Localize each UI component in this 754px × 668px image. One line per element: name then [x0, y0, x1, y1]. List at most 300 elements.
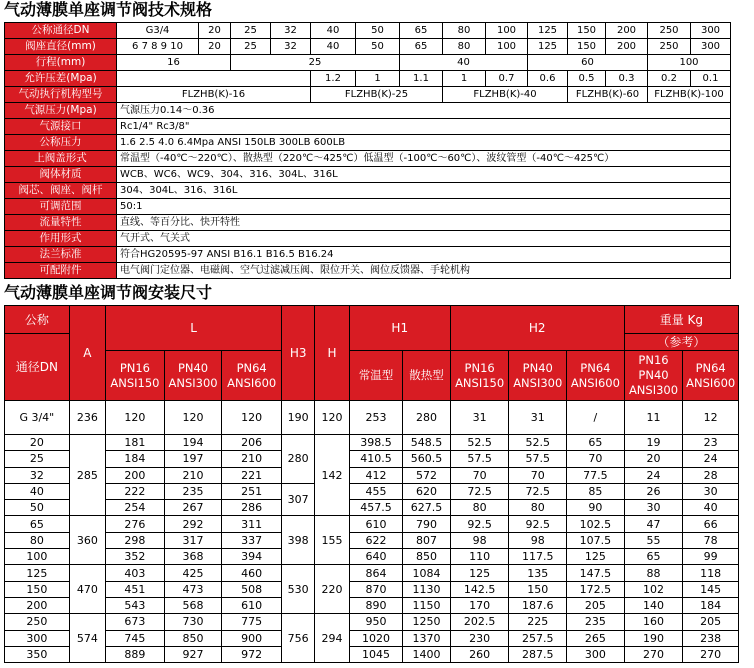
header-weight-col — [624, 351, 683, 401]
cell-l3: 251 — [222, 483, 282, 499]
spec-value: 25 — [231, 23, 271, 39]
header-line: ANSI300 — [168, 375, 218, 390]
cell-l2: 317 — [164, 532, 222, 548]
cell-h2c: 107.5 — [567, 532, 625, 548]
spec-row-nominal — [5, 23, 731, 39]
spec-label: 行程(mm) — [5, 55, 117, 71]
cell-l1: 745 — [106, 630, 165, 646]
cell-w2: 40 — [683, 500, 739, 516]
spec-value: 25 — [231, 39, 271, 55]
cell-h1b: 1370 — [403, 630, 451, 646]
header-line: PN64 — [580, 360, 611, 375]
spec-value — [117, 71, 311, 87]
cell-h2a: 142.5 — [450, 581, 509, 597]
cell-h3: 756 — [281, 614, 314, 663]
header-line: PN16 — [119, 360, 150, 375]
header-h2-col — [509, 351, 567, 401]
spec-value: 25 — [231, 55, 400, 71]
header-h: H — [315, 306, 349, 401]
cell-w1: 190 — [624, 630, 683, 646]
spec-label: 可配附件 — [5, 263, 117, 279]
cell-h2a: 52.5 — [450, 435, 509, 451]
cell-l3: 120 — [222, 401, 282, 435]
cell-l3: 460 — [222, 565, 282, 581]
cell-h2a: 31 — [450, 401, 509, 435]
cell-w2: 205 — [683, 614, 739, 630]
cell-a: 360 — [69, 516, 105, 565]
cell-l2: 368 — [164, 549, 222, 565]
cell-l2: 425 — [164, 565, 222, 581]
spec-value: 40 — [311, 23, 356, 39]
cell-w2: 270 — [683, 646, 739, 662]
cell-w2: 184 — [683, 597, 739, 613]
cell-w2: 118 — [683, 565, 739, 581]
spec-label: 气动执行机构型号 — [5, 87, 117, 103]
cell-w2: 66 — [683, 516, 739, 532]
cell-h2c: 147.5 — [567, 565, 625, 581]
spec-value: 200 — [606, 39, 648, 55]
cell-h1a: 864 — [349, 565, 403, 581]
install-title: 气动薄膜单座调节阀安装尺寸 — [4, 283, 213, 302]
spec-value: 0.7 — [486, 71, 528, 87]
spec-value: 100 — [486, 23, 528, 39]
cell-h1b: 1150 — [403, 597, 451, 613]
header-h1-col: 散热型 — [403, 351, 451, 401]
cell-h3: 280 — [281, 435, 314, 484]
cell-h2b: 92.5 — [509, 516, 567, 532]
header-l-col — [222, 351, 282, 401]
header-weight-ref: （参考） — [624, 334, 738, 351]
cell-h1a: 1020 — [349, 630, 403, 646]
cell-h2c: 265 — [567, 630, 625, 646]
spec-label: 公称压力 — [5, 135, 117, 151]
header-nominal-dn: 通径DN — [5, 334, 70, 401]
cell-h2b: 187.6 — [509, 597, 567, 613]
spec-row-accessories — [5, 263, 731, 279]
spec-title: 气动薄膜单座调节阀技术规格 — [4, 0, 213, 19]
cell-w1: 270 — [624, 646, 683, 662]
cell-h2a: 202.5 — [450, 614, 509, 630]
spec-value: 50 — [356, 23, 400, 39]
cell-l2: 730 — [164, 614, 222, 630]
cell-a: 285 — [69, 435, 105, 516]
spec-row-rangeability — [5, 199, 731, 215]
cell-a: 470 — [69, 565, 105, 614]
cell-h2a: 260 — [450, 646, 509, 662]
cell-h1b: 790 — [403, 516, 451, 532]
install-table — [4, 305, 739, 663]
spec-value: 16 — [117, 55, 231, 71]
cell-h1b: 1250 — [403, 614, 451, 630]
spec-value: 40 — [400, 55, 528, 71]
cell-h3: 190 — [281, 401, 314, 435]
spec-value: 40 — [311, 39, 356, 55]
cell-dn: 25 — [5, 451, 70, 467]
cell-l3: 610 — [222, 597, 282, 613]
cell-h2c: 102.5 — [567, 516, 625, 532]
table-row — [5, 646, 739, 662]
cell-l2: 267 — [164, 500, 222, 516]
cell-h2c: 172.5 — [567, 581, 625, 597]
spec-value: 符合HG20595-97 ANSI B16.1 B16.5 B16.24 — [117, 247, 731, 263]
cell-h2a: 70 — [450, 467, 509, 483]
cell-l3: 311 — [222, 516, 282, 532]
cell-h1b: 1400 — [403, 646, 451, 662]
spec-value: 100 — [648, 55, 731, 71]
cell-h3: 530 — [281, 565, 314, 614]
cell-h2c: 125 — [567, 549, 625, 565]
header-weight: 重量 Kg — [624, 306, 738, 334]
spec-label: 可调范围 — [5, 199, 117, 215]
spec-value: 65 — [400, 39, 443, 55]
header-line: PN40 — [177, 360, 209, 375]
spec-value: FLZHB(K)-40 — [443, 87, 568, 103]
cell-h1a: 1045 — [349, 646, 403, 662]
cell-h2a: 230 — [450, 630, 509, 646]
cell-l1: 200 — [106, 467, 165, 483]
cell-h2a: 170 — [450, 597, 509, 613]
cell-w2: 99 — [683, 549, 739, 565]
table-row — [5, 483, 739, 499]
spec-value: 100 — [486, 39, 528, 55]
spec-value: 0.2 — [648, 71, 691, 87]
table-row — [5, 516, 739, 532]
header-line: ANSI300 — [513, 375, 563, 390]
cell-h2a: 125 — [450, 565, 509, 581]
cell-l3: 394 — [222, 549, 282, 565]
cell-h2b: 98 — [509, 532, 567, 548]
cell-w2: 23 — [683, 435, 739, 451]
spec-value: 200 — [606, 23, 648, 39]
spec-value: 6 7 8 9 10 — [117, 39, 199, 55]
spec-value: 150 — [568, 39, 606, 55]
cell-l3: 337 — [222, 532, 282, 548]
cell-h: 220 — [315, 565, 349, 614]
header-weight-col — [683, 351, 739, 401]
spec-row-flow-char — [5, 215, 731, 231]
cell-h: 142 — [315, 435, 349, 516]
cell-h1a: 640 — [349, 549, 403, 565]
cell-l3: 775 — [222, 614, 282, 630]
cell-h2c: 205 — [567, 597, 625, 613]
cell-dn: 65 — [5, 516, 70, 532]
spec-value: 125 — [528, 39, 568, 55]
spec-value: G3/4 — [117, 23, 199, 39]
spec-row-trim — [5, 183, 731, 199]
header-line: PN64 — [236, 360, 267, 375]
cell-w2: 24 — [683, 451, 739, 467]
cell-h2c: 65 — [567, 435, 625, 451]
cell-h2c: 77.5 — [567, 467, 625, 483]
cell-l3: 900 — [222, 630, 282, 646]
cell-dn: G 3/4" — [5, 401, 70, 435]
cell-dn: 100 — [5, 549, 70, 565]
spec-value: 125 — [528, 23, 568, 39]
cell-l2: 473 — [164, 581, 222, 597]
header-line: ANSI150 — [110, 375, 160, 390]
cell-a: 574 — [69, 614, 105, 663]
cell-w1: 102 — [624, 581, 683, 597]
spec-row-seat — [5, 39, 731, 55]
cell-h1a: 410.5 — [349, 451, 403, 467]
spec-value: 1 — [443, 71, 486, 87]
table-row — [5, 614, 739, 630]
table-row — [5, 401, 739, 435]
cell-l1: 181 — [106, 435, 165, 451]
spec-value: 250 — [648, 39, 691, 55]
spec-label: 作用形式 — [5, 231, 117, 247]
cell-h2c: 70 — [567, 451, 625, 467]
cell-h: 120 — [315, 401, 349, 435]
spec-row-air-pressure — [5, 103, 731, 119]
cell-h1a: 253 — [349, 401, 403, 435]
cell-h2b: 135 — [509, 565, 567, 581]
cell-w2: 238 — [683, 630, 739, 646]
cell-w2: 145 — [683, 581, 739, 597]
table-row — [5, 532, 739, 548]
spec-value: 0.5 — [568, 71, 606, 87]
cell-dn: 200 — [5, 597, 70, 613]
header-h1: H1 — [349, 306, 450, 351]
spec-row-stroke — [5, 55, 731, 71]
spec-value: 300 — [691, 23, 731, 39]
header-line: PN40 — [522, 360, 553, 375]
spec-row-nominal-pressure — [5, 135, 731, 151]
cell-h2a: 57.5 — [450, 451, 509, 467]
spec-value: 65 — [400, 23, 443, 39]
table-row — [5, 581, 739, 597]
cell-l2: 850 — [164, 630, 222, 646]
cell-l1: 298 — [106, 532, 165, 548]
cell-l1: 184 — [106, 451, 165, 467]
spec-row-air-port — [5, 119, 731, 135]
cell-w2: 30 — [683, 483, 739, 499]
spec-row-action — [5, 231, 731, 247]
cell-l3: 206 — [222, 435, 282, 451]
spec-value: FLZHB(K)-60 — [568, 87, 648, 103]
header-line: PN64 — [695, 360, 726, 375]
cell-h1b: 548.5 — [403, 435, 451, 451]
cell-h2b: 72.5 — [509, 483, 567, 499]
cell-h1b: 807 — [403, 532, 451, 548]
cell-dn: 150 — [5, 581, 70, 597]
cell-l2: 235 — [164, 483, 222, 499]
cell-h1a: 890 — [349, 597, 403, 613]
spec-label: 允许压差(Mpa) — [5, 71, 117, 87]
cell-l1: 889 — [106, 646, 165, 662]
spec-value: 1.6 2.5 4.0 6.4Mpa ANSI 150LB 300LB 600LB — [117, 135, 731, 151]
spec-value: 60 — [528, 55, 648, 71]
spec-row-pressure-diff — [5, 71, 731, 87]
spec-value: 气源压力0.14～0.36 — [117, 103, 731, 119]
cell-h1b: 1084 — [403, 565, 451, 581]
spec-value: 80 — [443, 39, 486, 55]
cell-w1: 26 — [624, 483, 683, 499]
spec-label: 阀座直径(mm) — [5, 39, 117, 55]
header-line: PN16 — [638, 353, 669, 367]
spec-value: 304、304L、316、316L — [117, 183, 731, 199]
spec-value: 直线、等百分比、快开特性 — [117, 215, 731, 231]
cell-dn: 32 — [5, 467, 70, 483]
spec-row-actuator — [5, 87, 731, 103]
cell-h2b: 117.5 — [509, 549, 567, 565]
spec-value: 150 — [568, 23, 606, 39]
cell-w1: 55 — [624, 532, 683, 548]
cell-h2a: 98 — [450, 532, 509, 548]
spec-value: 50:1 — [117, 199, 731, 215]
cell-h1a: 610 — [349, 516, 403, 532]
spec-value: 50 — [356, 39, 400, 55]
spec-row-bonnet — [5, 151, 731, 167]
table-row — [5, 630, 739, 646]
cell-w1: 65 — [624, 549, 683, 565]
spec-value: 常温型（-40℃～220℃）、散热型（220℃～425℃）低温型（-100℃～60℃）、波纹管型（-40℃～425℃） — [117, 151, 731, 167]
cell-h1b: 850 — [403, 549, 451, 565]
cell-l1: 254 — [106, 500, 165, 516]
cell-l3: 210 — [222, 451, 282, 467]
header-h2-col — [567, 351, 625, 401]
spec-value: 32 — [271, 23, 311, 39]
cell-h3: 307 — [281, 483, 314, 516]
cell-h2a: 110 — [450, 549, 509, 565]
header-line: ANSI150 — [455, 375, 505, 390]
cell-h3: 398 — [281, 516, 314, 565]
spec-value: 1.1 — [400, 71, 443, 87]
cell-h1b: 1130 — [403, 581, 451, 597]
cell-w1: 19 — [624, 435, 683, 451]
install-header-row — [5, 306, 739, 334]
cell-h2c: 90 — [567, 500, 625, 516]
header-nominal: 公称 — [5, 306, 70, 334]
spec-value: 300 — [691, 39, 731, 55]
cell-l2: 927 — [164, 646, 222, 662]
cell-dn: 300 — [5, 630, 70, 646]
header-line: ANSI600 — [686, 375, 736, 390]
cell-l1: 222 — [106, 483, 165, 499]
table-row — [5, 500, 739, 516]
cell-l2: 292 — [164, 516, 222, 532]
spec-label: 流量特性 — [5, 215, 117, 231]
spec-label: 阀体材质 — [5, 167, 117, 183]
spec-value: 电气阀门定位器、电磁阀、空气过滤减压阀、限位开关、阀位反馈器、手轮机构 — [117, 263, 731, 279]
cell-l2: 120 — [164, 401, 222, 435]
header-h1-col: 常温型 — [349, 351, 403, 401]
spec-label: 阀芯、阀座、阀杆 — [5, 183, 117, 199]
header-line: ANSI600 — [227, 375, 277, 390]
cell-l3: 508 — [222, 581, 282, 597]
cell-w1: 140 — [624, 597, 683, 613]
cell-dn: 80 — [5, 532, 70, 548]
header-line: ANSI300 — [628, 383, 679, 397]
table-row — [5, 565, 739, 581]
cell-l3: 221 — [222, 467, 282, 483]
table-row — [5, 435, 739, 451]
cell-w1: 88 — [624, 565, 683, 581]
cell-l2: 568 — [164, 597, 222, 613]
cell-l1: 403 — [106, 565, 165, 581]
cell-dn: 40 — [5, 483, 70, 499]
spec-label: 上阀盖形式 — [5, 151, 117, 167]
cell-w1: 24 — [624, 467, 683, 483]
table-row — [5, 467, 739, 483]
cell-h1a: 457.5 — [349, 500, 403, 516]
spec-value: WCB、WC6、WC9、304、316、304L、316L — [117, 167, 731, 183]
cell-w1: 30 — [624, 500, 683, 516]
spec-value: 250 — [648, 23, 691, 39]
spec-value: FLZHB(K)-16 — [117, 87, 311, 103]
spec-value: 0.1 — [691, 71, 731, 87]
cell-l1: 543 — [106, 597, 165, 613]
cell-h1a: 950 — [349, 614, 403, 630]
header-h2-col — [450, 351, 509, 401]
cell-w1: 47 — [624, 516, 683, 532]
cell-h1b: 620 — [403, 483, 451, 499]
spec-label: 气源压力(Mpa) — [5, 103, 117, 119]
spec-value: 1 — [356, 71, 400, 87]
cell-h1b: 627.5 — [403, 500, 451, 516]
cell-l1: 352 — [106, 549, 165, 565]
cell-h2b: 31 — [509, 401, 567, 435]
spec-value: 1.2 — [311, 71, 356, 87]
spec-value: FLZHB(K)-25 — [311, 87, 443, 103]
cell-a: 236 — [69, 401, 105, 435]
cell-h2c: / — [567, 401, 625, 435]
cell-h2c: 300 — [567, 646, 625, 662]
cell-dn: 350 — [5, 646, 70, 662]
cell-h2b: 70 — [509, 467, 567, 483]
cell-h2a: 80 — [450, 500, 509, 516]
cell-w2: 78 — [683, 532, 739, 548]
cell-h1b: 572 — [403, 467, 451, 483]
cell-h2b: 150 — [509, 581, 567, 597]
header-line: PN16 — [464, 360, 495, 375]
table-row — [5, 451, 739, 467]
spec-value: 气开式、气关式 — [117, 231, 731, 247]
spec-value: FLZHB(K)-100 — [648, 87, 731, 103]
cell-h1a: 412 — [349, 467, 403, 483]
cell-w2: 28 — [683, 467, 739, 483]
cell-h: 294 — [315, 614, 349, 663]
cell-h2b: 52.5 — [509, 435, 567, 451]
spec-value: 32 — [271, 39, 311, 55]
cell-h2b: 225 — [509, 614, 567, 630]
cell-dn: 20 — [5, 435, 70, 451]
header-l-col — [164, 351, 222, 401]
table-row — [5, 549, 739, 565]
cell-w1: 11 — [624, 401, 683, 435]
spec-row-body-material — [5, 167, 731, 183]
header-h3: H3 — [281, 306, 314, 401]
header-a: A — [69, 306, 105, 401]
spec-value: Rc1/4" Rc3/8" — [117, 119, 731, 135]
spec-value: 0.3 — [606, 71, 648, 87]
cell-h1a: 870 — [349, 581, 403, 597]
table-row — [5, 597, 739, 613]
cell-h2b: 57.5 — [509, 451, 567, 467]
cell-l2: 194 — [164, 435, 222, 451]
cell-h2b: 80 — [509, 500, 567, 516]
spec-row-flange — [5, 247, 731, 263]
cell-h1a: 622 — [349, 532, 403, 548]
header-h2: H2 — [450, 306, 624, 351]
cell-w1: 160 — [624, 614, 683, 630]
cell-h2b: 287.5 — [509, 646, 567, 662]
spec-value: 80 — [443, 23, 486, 39]
cell-h1b: 560.5 — [403, 451, 451, 467]
spec-value: 0.6 — [528, 71, 568, 87]
cell-l3: 286 — [222, 500, 282, 516]
cell-dn: 125 — [5, 565, 70, 581]
